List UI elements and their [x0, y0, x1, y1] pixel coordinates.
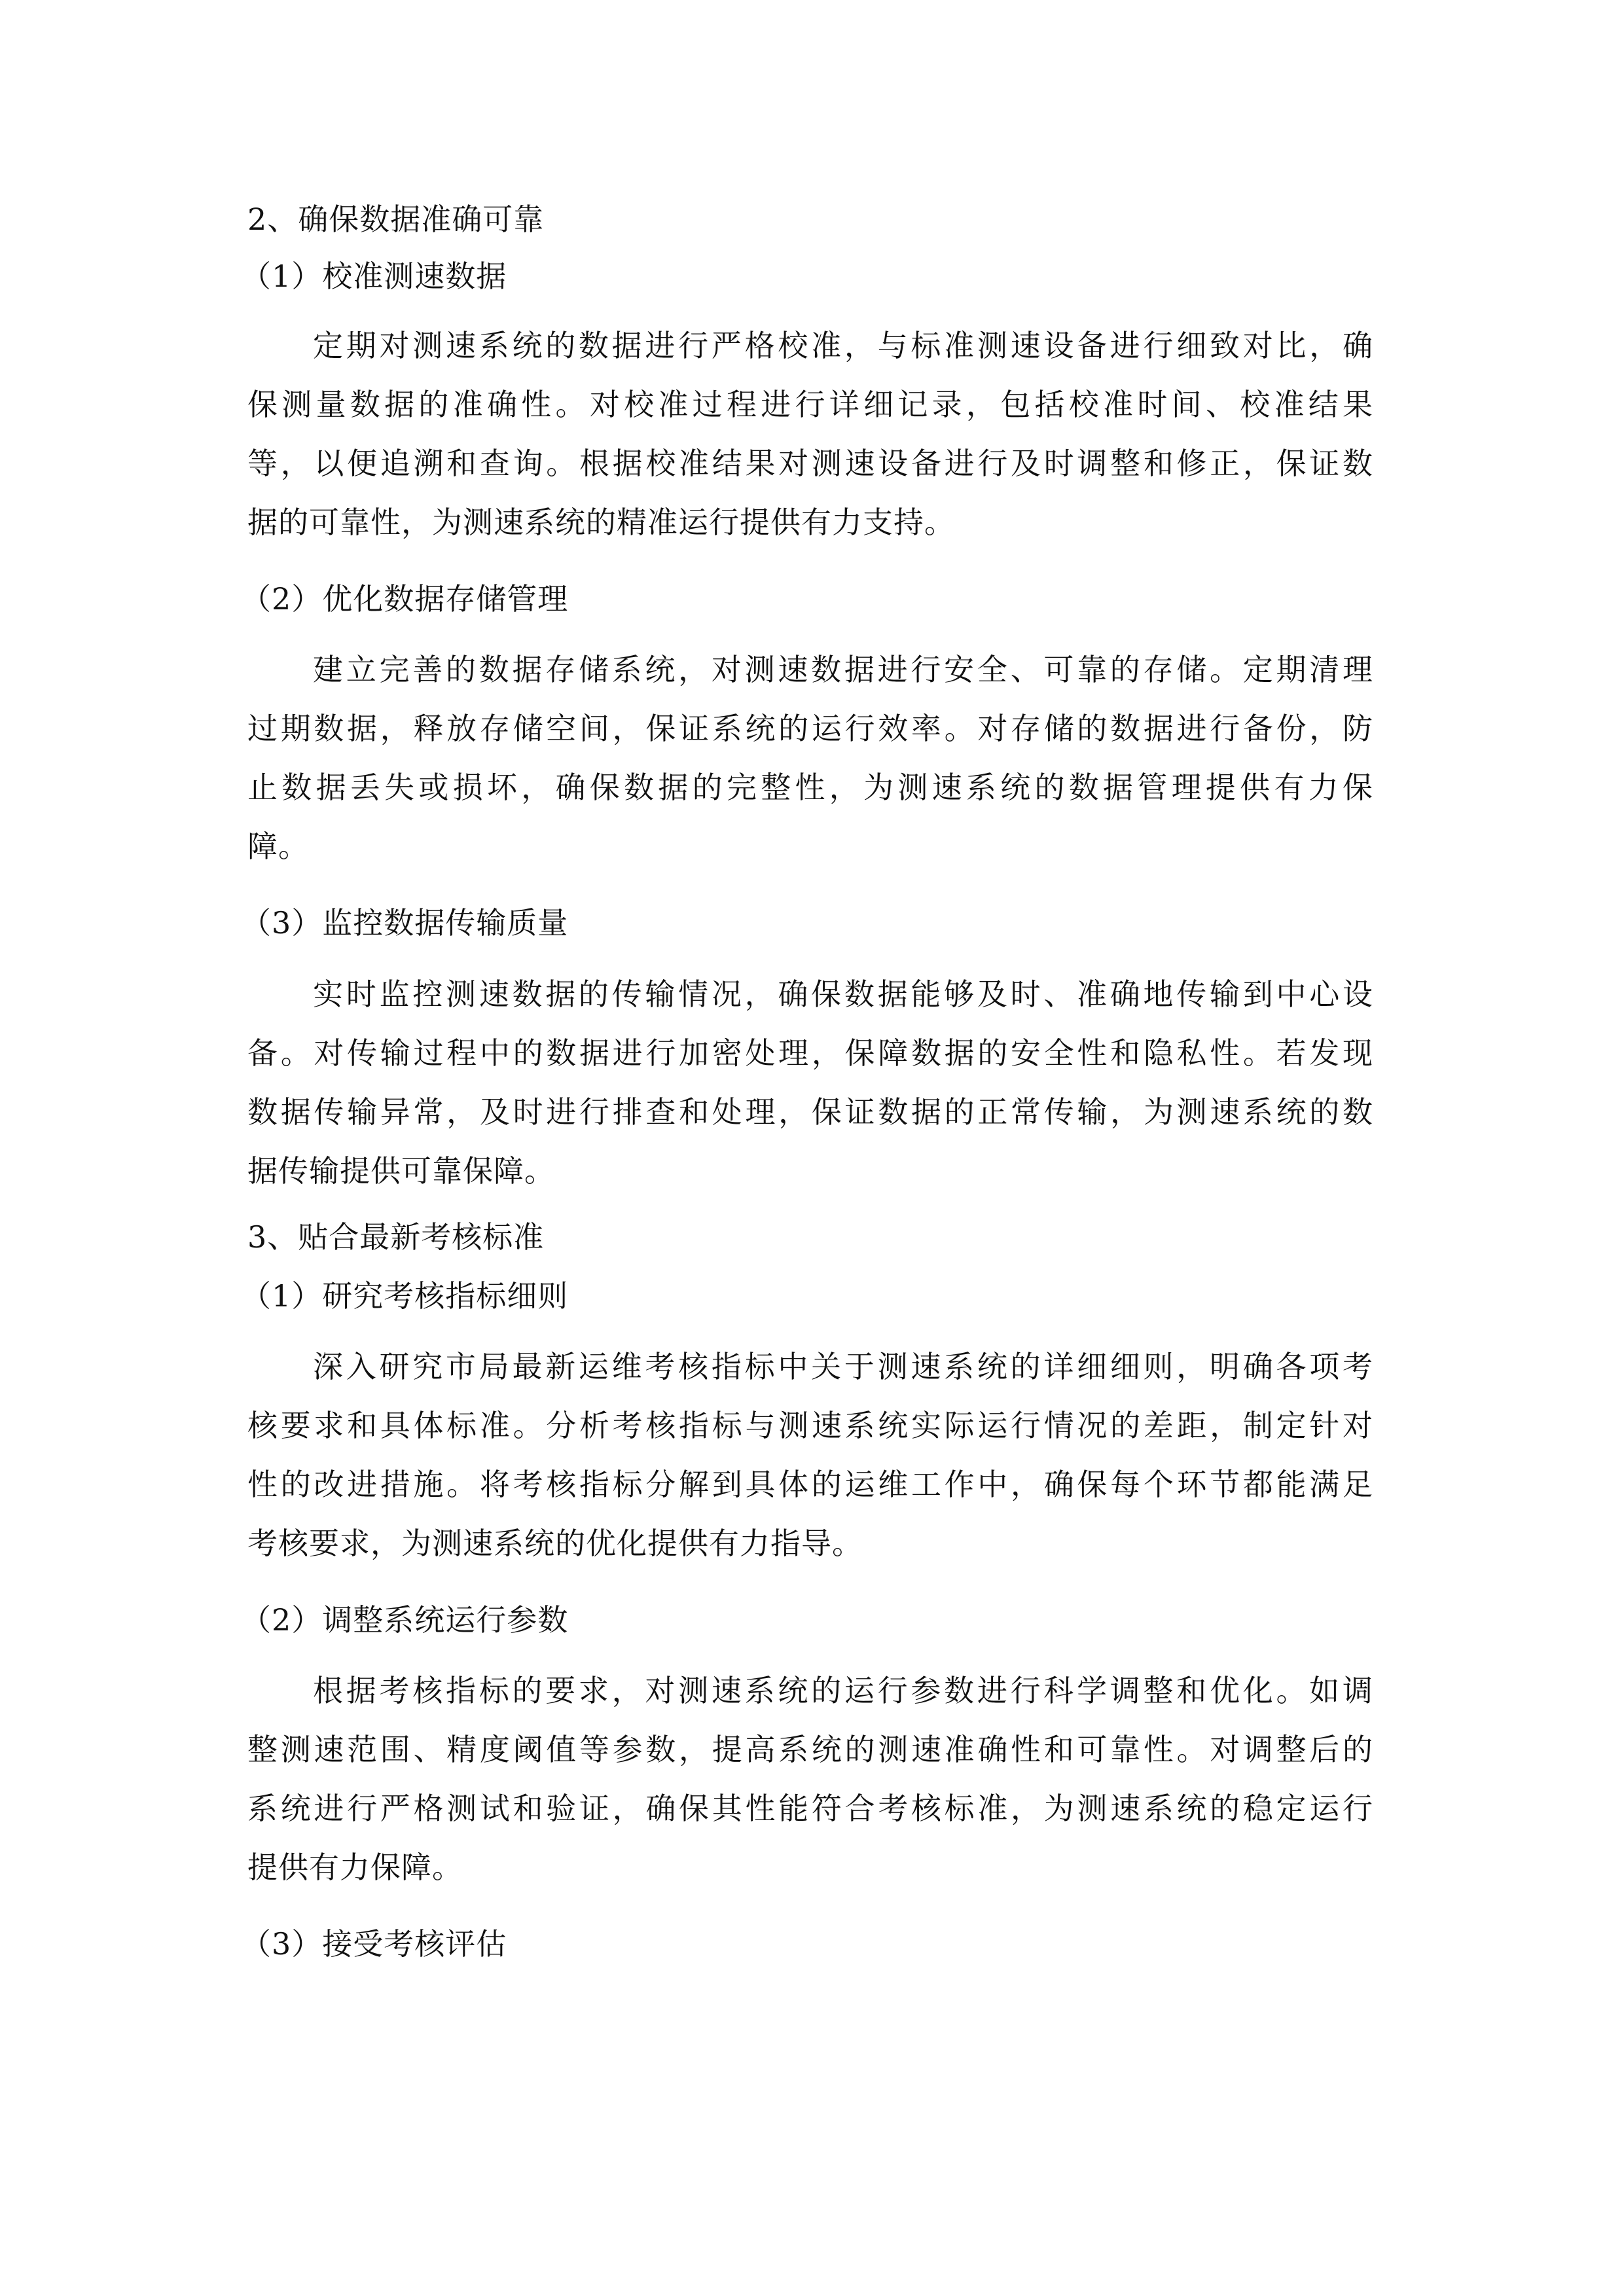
paragraph-line: 整测速范围、精度阈值等参数，提高系统的测速准确性和可靠性。对调整后的: [247, 1732, 1373, 1767]
paragraph-line: 止数据丢失或损坏，确保数据的完整性，为测速系统的数据管理提供有力保: [247, 770, 1373, 805]
subheading-3-2: （2）调整系统运行参数: [241, 1602, 569, 1638]
subheading-2-2: （2）优化数据存储管理: [241, 581, 569, 617]
section-heading-3: 3、贴合最新考核标准: [247, 1219, 545, 1255]
paragraph-line: 建立完善的数据存储系统，对测速数据进行安全、可靠的存储。定期清理: [313, 652, 1373, 687]
paragraph-line: 过期数据，释放存储空间，保证系统的运行效率。对存储的数据进行备份，防: [247, 711, 1373, 746]
subheading-2-1: （1）校准测速数据: [241, 259, 507, 294]
section-heading-2: 2、确保数据准确可靠: [247, 202, 545, 237]
paragraph-line: 数据传输异常，及时进行排查和处理，保证数据的正常传输，为测速系统的数: [247, 1094, 1373, 1130]
paragraph-line: 深入研究市局最新运维考核指标中关于测速系统的详细细则，明确各项考: [313, 1349, 1373, 1384]
paragraph-line: 考核要求，为测速系统的优化提供有力指导。: [247, 1526, 863, 1561]
paragraph-line: 备。对传输过程中的数据进行加密处理，保障数据的安全性和隐私性。若发现: [247, 1035, 1373, 1071]
subheading-2-3: （3）监控数据传输质量: [241, 905, 569, 941]
paragraph-line: 保测量数据的准确性。对校准过程进行详细记录，包括校准时间、校准结果: [247, 387, 1373, 422]
paragraph-line: 等，以便追溯和查询。根据校准结果对测速设备进行及时调整和修正，保证数: [247, 446, 1373, 481]
paragraph-line: 据传输提供可靠保障。: [247, 1153, 555, 1189]
paragraph-line: 系统进行严格测试和验证，确保其性能符合考核标准，为测速系统的稳定运行: [247, 1791, 1373, 1826]
paragraph-line: 障。: [247, 829, 309, 864]
paragraph-line: 性的改进措施。将考核指标分解到具体的运维工作中，确保每个环节都能满足: [247, 1467, 1373, 1502]
paragraph-line: 据的可靠性，为测速系统的精准运行提供有力支持。: [247, 505, 955, 540]
paragraph-line: 实时监控测速数据的传输情况，确保数据能够及时、准确地传输到中心设: [313, 977, 1373, 1012]
paragraph-line: 核要求和具体标准。分析考核指标与测速系统实际运行情况的差距，制定针对: [247, 1408, 1373, 1443]
paragraph-line: 提供有力保障。: [247, 1850, 463, 1885]
subheading-3-3: （3）接受考核评估: [241, 1926, 507, 1962]
paragraph-line: 定期对测速系统的数据进行严格校准，与标准测速设备进行细致对比，确: [313, 328, 1373, 363]
paragraph-line: 根据考核指标的要求，对测速系统的运行参数进行科学调整和优化。如调: [313, 1673, 1373, 1708]
subheading-3-1: （1）研究考核指标细则: [241, 1278, 569, 1314]
